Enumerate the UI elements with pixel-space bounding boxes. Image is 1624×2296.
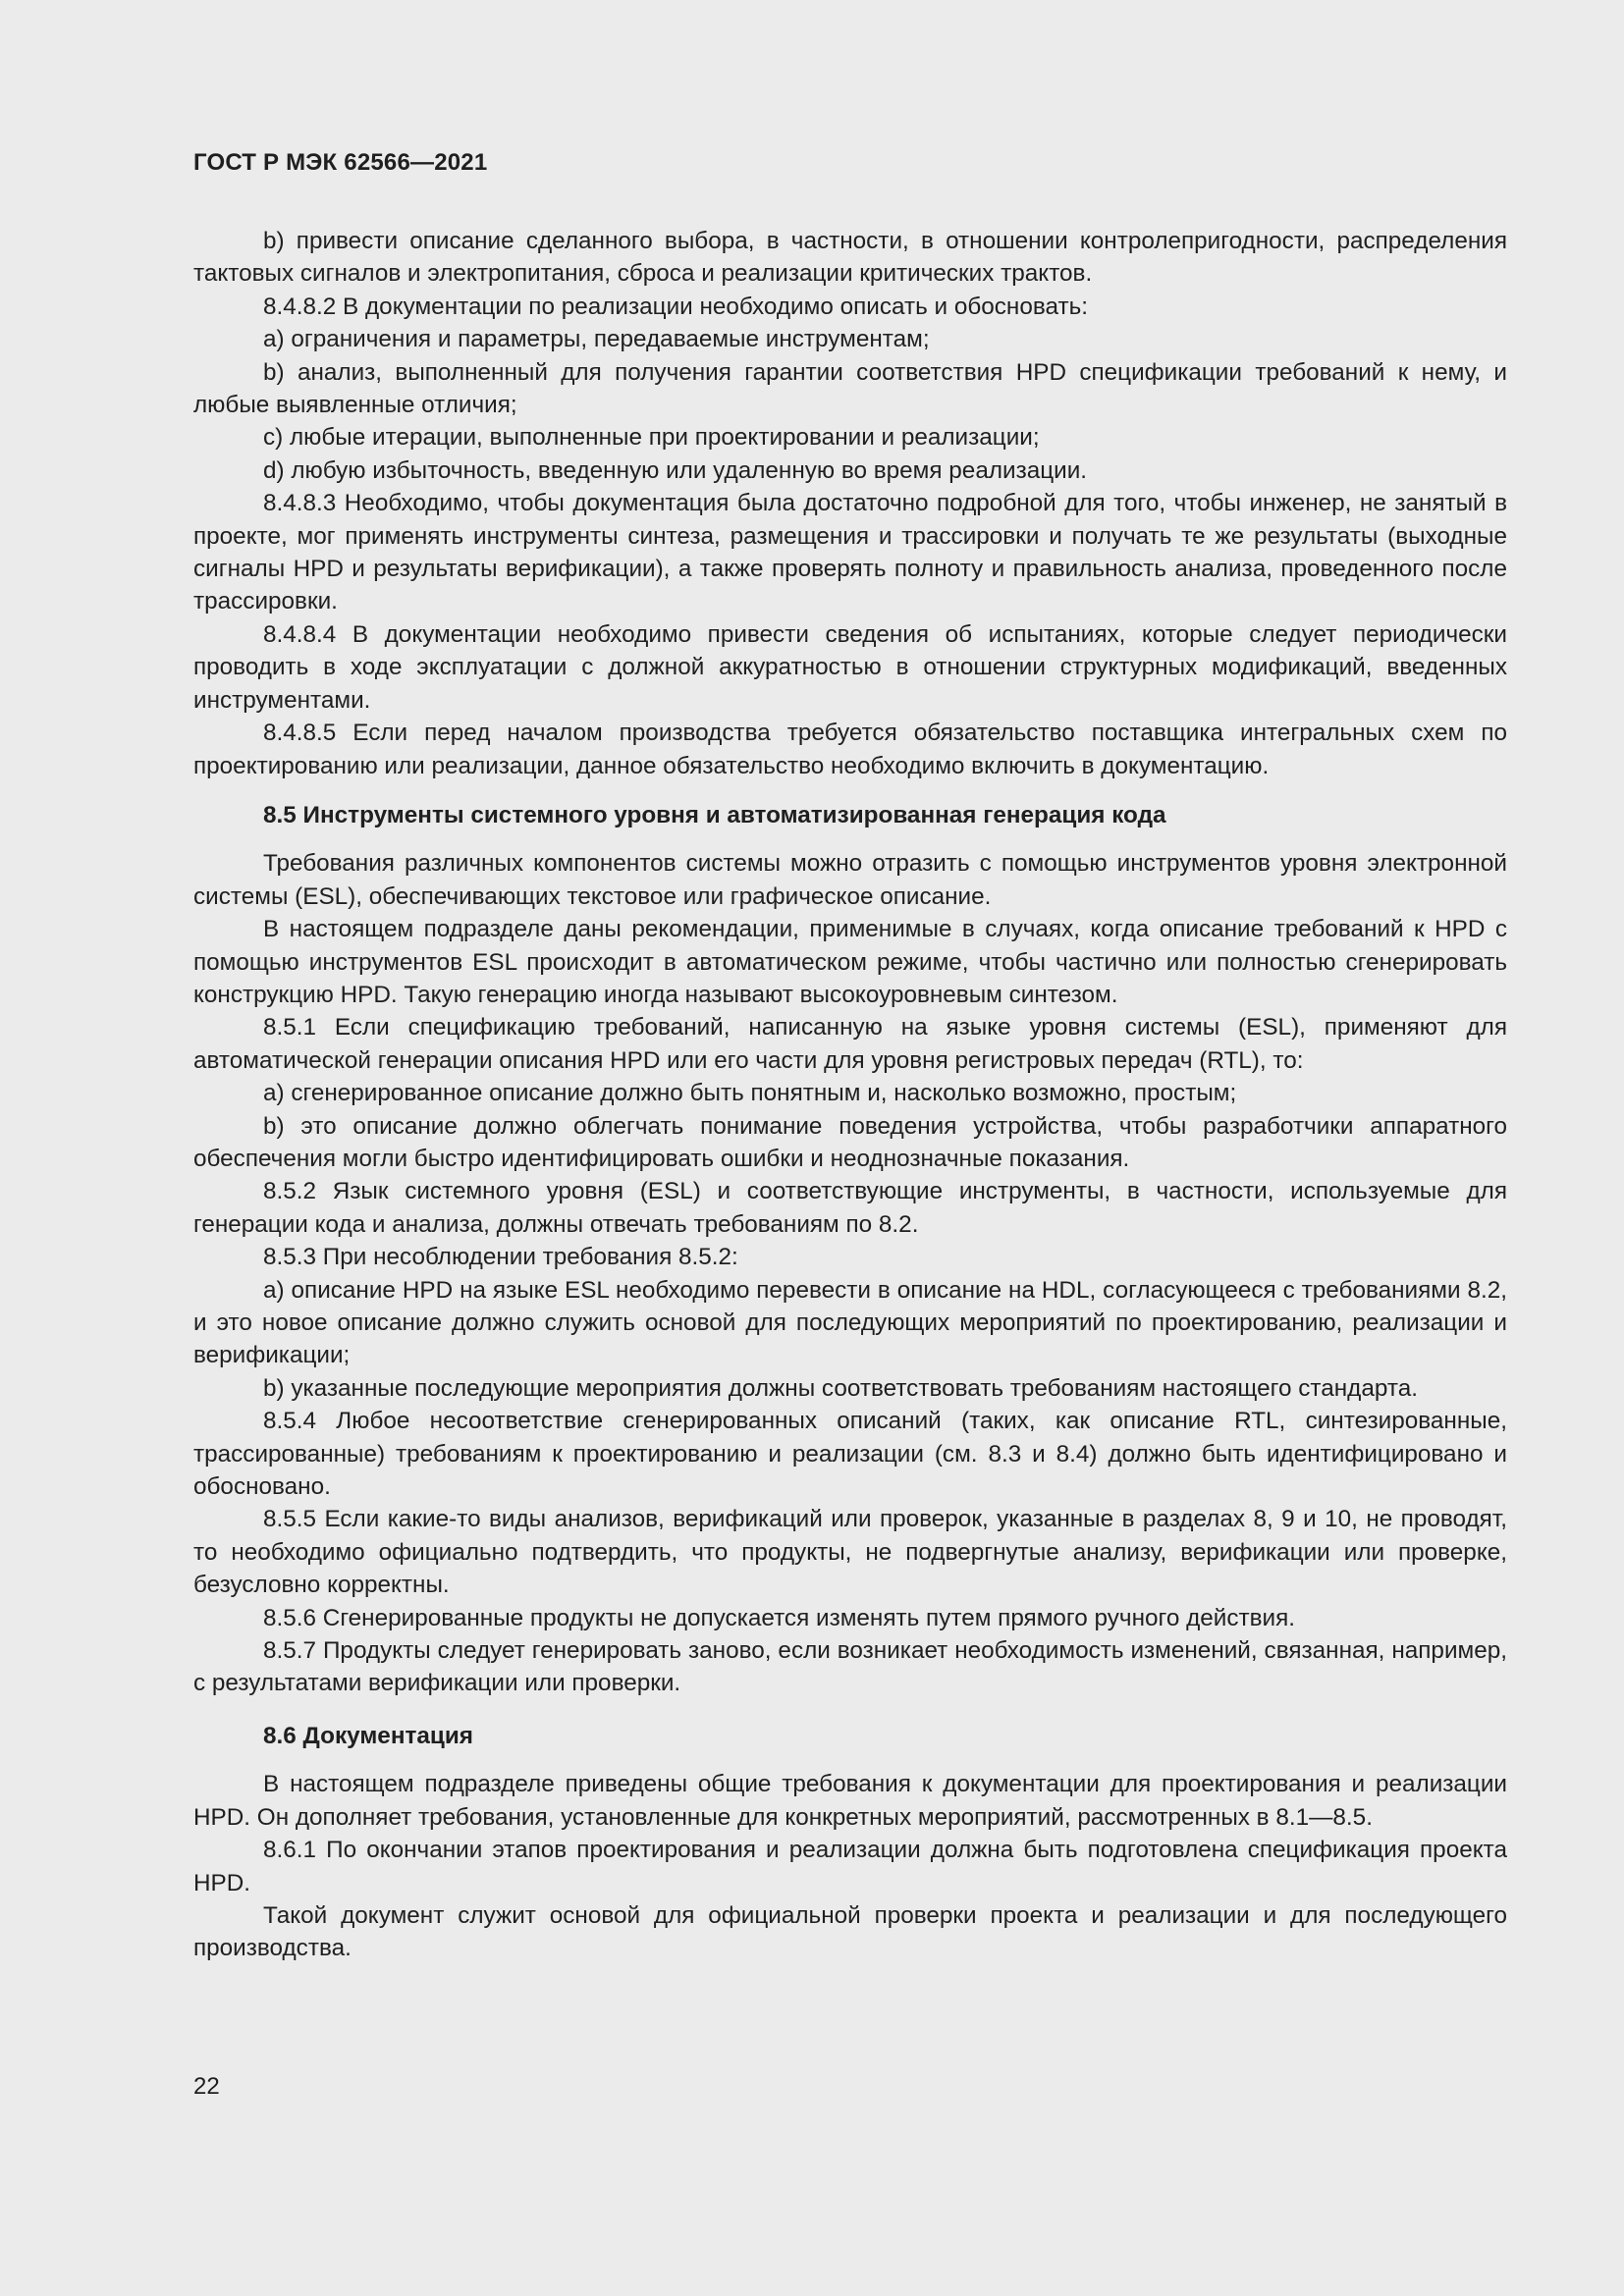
paragraph: В настоящем подразделе приведены общие требования к документации для проектирования и реализации HPD. Он дополняет требования, установленные для конкретных мероприятий, рассмотренных в 8.1—8.5. (193, 1771, 1507, 1831)
list-item: b) анализ, выполненный для получения гарантии соответствия HPD спецификации требований к нему, и любые выявленные отличия; (193, 358, 1507, 419)
paragraph: 8.5.5 Если какие-то виды анализов, верификаций или проверок, указанные в разделах 8, 9 и 10, не проводят, то необходимо официально подтвердить, что продукты, не подвергнутые анализу, верификации или проверке, безусловно корректны. (193, 1506, 1507, 1599)
document-header: ГОСТ Р МЭК 62566—2021 (193, 149, 488, 176)
page-number: 22 (193, 2073, 220, 2100)
section-heading-8-6: 8.6 Документация (263, 1722, 473, 1749)
paragraph: 8.4.8.3 Необходимо, чтобы документация была достаточно подробной для того, чтобы инженер, не занятый в проекте, мог применять инструменты синтеза, размещения и трассировки и получать те же результаты (выходные сигналы HPD и результаты верификации), а также проверять полноту и правильность анализа, проведенного после трассировки. (193, 490, 1507, 615)
paragraph: 8.4.8.5 Если перед началом производства требуется обязательство поставщика интегральных схем по проектированию или реализации, данное обязательство необходимо включить в документацию. (193, 720, 1507, 779)
paragraph: 8.5.4 Любое несоответствие сгенерированных описаний (таких, как описание RTL, синтезированные, трассированные) требованиям к проектированию и реализации (см. 8.3 и 8.4) должно быть идентифицировано и обосновано. (193, 1408, 1507, 1501)
paragraph: 8.5.6 Сгенерированные продукты не допускается изменять путем прямого ручного действия. (263, 1604, 1296, 1631)
list-item: d) любую избыточность, введенную или удаленную во время реализации. (263, 456, 1088, 484)
paragraph: Требования различных компонентов системы можно отразить с помощью инструментов уровня электронной системы (ESL), обеспечивающих текстовое или графическое описание. (193, 850, 1507, 910)
list-item: c) любые итерации, выполненные при проектировании и реализации; (263, 424, 1040, 452)
list-item: a) описание HPD на языке ESL необходимо перевести в описание на HDL, согласующееся с требованиями 8.2, и это новое описание должно служить основой для последующих мероприятий по проектированию, реализации и верификации; (193, 1276, 1507, 1369)
paragraph: 8.6.1 По окончании этапов проектирования и реализации должна быть подготовлена спецификация проекта HPD. (193, 1837, 1507, 1896)
paragraph: Такой документ служит основой для официальной проверки проекта и реализации и для последующего производства. (193, 1901, 1507, 1962)
paragraph: 8.5.7 Продукты следует генерировать заново, если возникает необходимость изменений, связанная, например, с результатами верификации или проверки. (193, 1637, 1507, 1697)
list-item: a) сгенерированное описание должно быть понятным и, насколько возможно, простым; (263, 1080, 1237, 1107)
section-heading-8-5: 8.5 Инструменты системного уровня и автоматизированная генерация кода (263, 801, 1166, 828)
paragraph: 8.5.2 Язык системного уровня (ESL) и соответствующие инструменты, в частности, используемые для генерации кода и анализа, должны отвечать требованиям по 8.2. (193, 1178, 1507, 1238)
list-item: a) ограничения и параметры, передаваемые инструментам; (263, 326, 930, 353)
paragraph: 8.4.8.4 В документации необходимо привести сведения об испытаниях, которые следует периодически проводить в ходе эксплуатации с должной аккуратностью в отношении структурных модификаций, введенных инструментами. (193, 620, 1507, 714)
list-item: b) это описание должно облегчать понимание поведения устройства, чтобы разработчики аппаратного обеспечения могли быстро идентифицировать ошибки и неоднозначные показания. (193, 1112, 1507, 1172)
paragraph: 8.5.3 При несоблюдении требования 8.5.2: (263, 1244, 738, 1271)
list-item: b) указанные последующие мероприятия должны соответствовать требованиям настоящего стандарта. (263, 1374, 1418, 1402)
paragraph: 8.5.1 Если спецификацию требований, написанную на языке уровня системы (ESL), применяют для автоматической генерации описания HPD или его части для уровня регистровых передач (RTL), то: (193, 1014, 1507, 1074)
document-body (193, 225, 1507, 1965)
paragraph: b) привести описание сделанного выбора, в частности, в отношении контролепригодности, распределения тактовых сигналов и электропитания, сброса и реализации критических трактов. (193, 228, 1507, 288)
paragraph: 8.4.8.2 В документации по реализации необходимо описать и обосновать: (263, 293, 1088, 320)
paragraph: В настоящем подразделе даны рекомендации, применимые в случаях, когда описание требований к HPD с помощью инструментов ESL происходит в автоматическом режиме, чтобы частично или полностью сгенерировать конструкцию HPD. Такую генерацию иногда называют высокоуровневым синтезом. (193, 916, 1507, 1008)
